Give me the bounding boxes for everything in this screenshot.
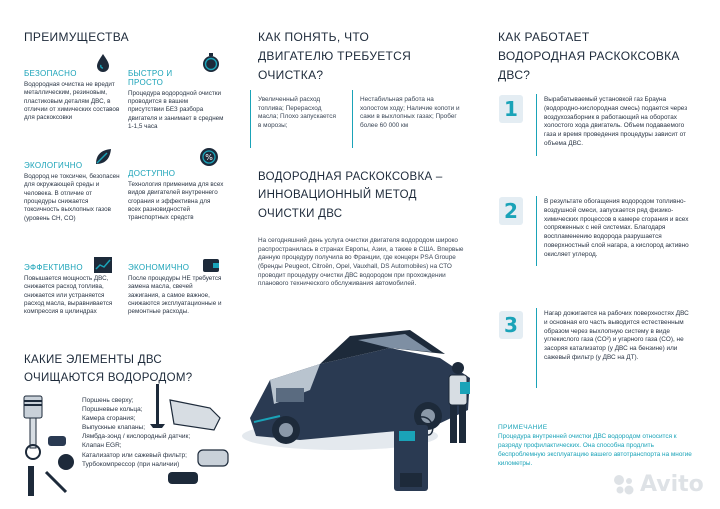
- divider: [536, 308, 537, 388]
- step-number: 2: [504, 199, 518, 223]
- advantage-text: Водород не токсичен, безопасен для окружающей среды и человека. В отличие от процедуры снижается токсичность выхлопных газов (уровень CH, CO): [24, 172, 120, 222]
- advantage-eco: [24, 162, 124, 223]
- advantage-title: БЫСТРО И ПРОСТО: [128, 69, 173, 87]
- advantage-title: БЕЗОПАСНО: [24, 69, 77, 78]
- step-3-number-icon: [498, 310, 524, 340]
- elements-title-line: КАКИЕ ЭЛЕМЕНТЫ ДВС: [24, 354, 163, 366]
- method-text: На сегодняшний день услуга очистки двигателя водородом широко распространилась в странах Европы, Азии, а также в США. Впервые данную процедуру получила во Франции, где концерн PSA Groupe (бренды Peugeot, Citroën, Opel, Vauxhall, DS Automobiles) на СТО проводит процедуру очистки ДВС водородом при прохождении планового технического обслуживания автомобилей.: [258, 237, 464, 288]
- advantage-text: Водородная очистка не вредит металлическим, резиновым, пластиковым деталям ДВС, в отличии от химических составов для раскоксовки: [24, 80, 120, 122]
- step-3-text: Нагар дожигается на рабочих поверхностях ДВС и основная его часть выводится естественным образом через выхлопную систему в виде углекислого газа (CO²) и угарного газа (CO), не засоряя катализатор (у ДВС на бензине) или сажевый фильтр (у ДВС на ДТ).: [544, 310, 689, 362]
- divider: [536, 196, 537, 266]
- step-1-text: Вырабатываемый установкой газ Брауна (водородно-кислородная смесь) подается через воздухозаборник в работающий на оборотах холостого хода двигатель. Объем подаваемого газа и время проведения процедуры зависит от объема ДВС.: [544, 96, 688, 148]
- list-item: Поршень сверху;: [82, 397, 134, 404]
- list-item: Клапан EGR;: [82, 442, 122, 450]
- mechanic-illustration: [440, 360, 476, 448]
- step-number: 3: [504, 313, 518, 337]
- hydrogen-device-illustration: [390, 415, 435, 495]
- title-line: ОЧИСТКИ ДВС: [258, 207, 343, 220]
- advantage-text: Повышается мощность ДВС, снижается расход топлива, снижается или устраняется расход масла, выравнивается компрессия в цилиндрах: [24, 274, 113, 316]
- process-column: [480, 0, 720, 509]
- step-2-number-icon: [498, 196, 524, 226]
- avito-watermark: [612, 472, 704, 497]
- advantages-title: ПРЕИМУЩЕСТВА: [24, 30, 129, 44]
- advantage-text: Процедура водородной очистки проводится в вашем присутствии БЕЗ разбора двигателя и занимает в среднем 1-1,5 часа: [128, 89, 224, 131]
- step-2-text: В результате обогащения водородом топливно-воздушной смеси, запускается ряд физико-химических процессов в камере сгорания и всех сопряженных с ней системах. Благодаря воспламенению водорода разрушается поверхностный слой нагара, а кислород активно окисляет углерод.: [544, 198, 689, 258]
- advantage-safe: [24, 70, 124, 123]
- diagnosis-column: [240, 0, 480, 509]
- advantage-title: ЭКОНОМИЧНО: [128, 263, 190, 272]
- valve-exhaust-illustration: [148, 380, 234, 490]
- divider: [250, 90, 251, 148]
- avito-logo-text: Avito: [640, 472, 704, 497]
- avito-logo-icon: [612, 473, 636, 497]
- note-title: ПРИМЕЧАНИЕ: [498, 424, 548, 431]
- step-number: 1: [504, 97, 518, 121]
- advantage-accessible: [128, 170, 224, 223]
- list-item: Турбокомпрессор (при наличии): [82, 460, 180, 468]
- title-line: ИННОВАЦИОННЫЙ МЕТОД: [258, 189, 417, 202]
- list-item: Выпускные клапаны;: [82, 424, 146, 432]
- list-item: Катализатор или сажевый фильтр;: [82, 451, 187, 459]
- step-1-number-icon: [498, 94, 524, 124]
- title-line: ДВИГАТЕЛЮ ТРЕБУЕТСЯ: [258, 49, 412, 64]
- advantage-text: После процедуры НЕ требуется замена масла, свечей зажигания, а самое важное, снижаются эксплуатационные и ремонтные расходы.: [128, 274, 222, 316]
- list-item: Камера сгорания;: [82, 415, 136, 423]
- process-title: [498, 28, 680, 86]
- diagnosis-title: [258, 28, 411, 86]
- list-item: Лямбда-зонд / кислородный датчик;: [82, 433, 191, 441]
- title-line: ДВС?: [498, 68, 531, 83]
- title-line: ВОДОРОДНАЯ РАСКОКСОВКА: [498, 49, 680, 64]
- title-line: ВОДОРОДНАЯ РАСКОКСОВКА –: [258, 171, 443, 183]
- advantage-title: ЭФФЕКТИВНО: [24, 263, 83, 272]
- coin-icon: [198, 146, 220, 168]
- divider: [352, 90, 353, 148]
- symptoms-left: Увеличенный расход топлива; Перерасход масла; Плохо запускается в морозы;: [258, 96, 336, 129]
- advantages-column: [0, 0, 240, 509]
- list-item: Поршневые кольца;: [82, 406, 143, 414]
- advantage-fast: [128, 70, 224, 131]
- advantage-title: ДОСТУПНО: [128, 169, 176, 178]
- advantage-text: Технология применима для всех видов двигателей внутреннего сгорания и эффективна для всех разновидностей транспортных средств: [128, 180, 224, 222]
- elements-title-line: ОЧИЩАЮТСЯ ВОДОРОДОМ?: [24, 371, 193, 384]
- symptoms-right: Нестабильная работа на холостом ходу; Наличие копоти и сажи в выхлопных газах; Пробег более 60 000 км: [360, 96, 460, 129]
- advantage-title: ЭКОЛОГИЧНО: [24, 161, 83, 170]
- method-title: [258, 168, 443, 223]
- advantage-economical: [128, 264, 224, 317]
- engine-parts-illustration: [18, 392, 82, 500]
- title-line: КАК РАБОТАЕТ: [498, 30, 590, 44]
- title-line: КАК ПОНЯТЬ, ЧТО: [258, 30, 370, 44]
- svg-text:%: %: [205, 153, 213, 162]
- advantage-effective: [24, 264, 124, 317]
- divider: [536, 94, 537, 156]
- title-line: ОЧИСТКА?: [258, 68, 324, 83]
- note-text: Процедура внутренней очистки ДВС водородом относится к разряду профилактических. Она способна продлить беспроблемную эксплуатацию вашего автотранспорта на многие километры.: [498, 433, 692, 467]
